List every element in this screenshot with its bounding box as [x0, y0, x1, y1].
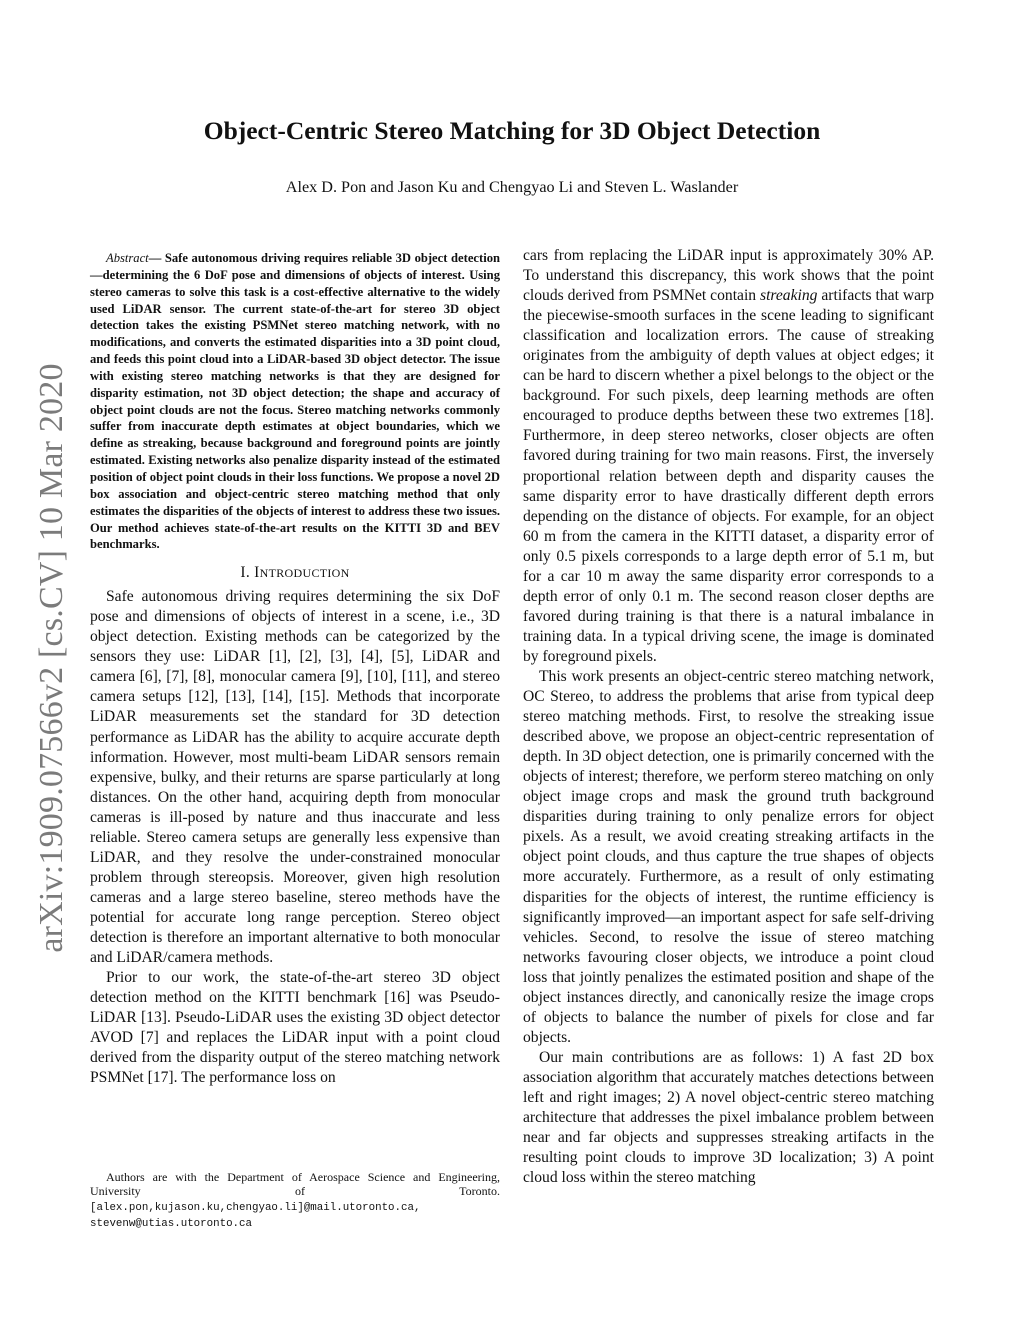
- abstract-label: Abstract: [106, 251, 149, 265]
- section-heading-introduction: [90, 564, 500, 582]
- right-paragraph-1: [523, 246, 934, 667]
- right-paragraph-3: Our main contributions are as follows: 1) A fast 2D box association algorithm that accurately matches detections between left and right images; 2) A novel object-centric stereo matching architecture that addresses the pixel imbalance problem between near and far objects and suppresses streaking artifacts in the resulting point clouds to improve 3D localization; 3) A point cloud loss within the stereo matching: [523, 1048, 934, 1187]
- right-paragraph-2: This work presents an object-centric stereo matching network, OC Stereo, to address the problems that arise from typical deep stereo matching methods. First, to resolve the streaking issue described above, we propose an object-centric representation of depth. In 3D object detection, one is primarily concerned with the objects of interest; therefore, we perform stereo matching on only object image crops and mask the ground truth background disparities during training to only penalize errors for object pixels. As a result, we avoid creating streaking artifacts in the object point clouds, and thus capture the true shapes of objects more accurately. Furthermore, as a result of only estimating disparities for the objects of interest, the runtime efficiency is significantly improved—an important aspect for safe self-driving vehicles. Second, to resolve the issue of stereo matching networks favouring closer objects, we introduce a point cloud loss that jointly penalizes the estimated position and shape of the object instances directly, and canonically resize the image crops of objects to balance the number of pixels for close and far objects.: [523, 667, 934, 1046]
- arxiv-identifier: arXiv:1909.07566v2 [cs.CV] 10 Mar 2020: [33, 363, 70, 953]
- right-paragraph-1-start: cars from replacing the LiDAR input is approximately 30% AP. To understand this discrepancy, this work shows that the point clouds derived from PSMNet contain: [523, 247, 934, 305]
- author-list: Alex D. Pon and Jason Ku and Chengyao Li and Steven L. Waslander: [285, 178, 739, 196]
- intro-paragraph-2: Prior to our work, the state-of-the-art stereo 3D object detection method on the KITTI benchmark [16] was Pseudo-LiDAR [13]. Pseudo-LiDAR uses the existing 3D object detector AVOD [7] and replaces the LiDAR input with a point cloud derived from the disparity output of the stereo matching network PSMNet [17]. The performance loss on: [90, 969, 500, 1087]
- intro-paragraph-1: Safe autonomous driving requires determining the six DoF pose and dimensions of objects of interest in a scene, i.e., 3D object detection. Existing methods can be categorized by the sensors they use: LiDAR [1], [2], [3], [4], [5], LiDAR and camera [6], [7], [8], monocular camera [9], [10], [11], and stereo camera setups [12], [13], [14], [15]. Methods that incorporate LiDAR measurements set the standard for 3D detection performance as LiDAR has the ability to acquire accurate depth information. However, most multi-beam LiDAR sensors remain expensive, bulky, and their returns are sparse particularly at long distances. On the other hand, acquiring depth from monocular cameras is ill-posed by nature and thus inaccurate and less reliable. Stereo camera setups are generally less expensive than LiDAR, and they resolve the under-constrained monocular problem through stereopsis. Moreover, given high resolution cameras and a large stereo baseline, stereo methods have the potential for accurate long range perception. Stereo object detection is therefore an important alternative to both monocular and LiDAR/camera methods.: [90, 588, 500, 967]
- left-column: [90, 250, 500, 1088]
- footnote-text: Authors are with the Department of Aerospace Science and Engineering, University of Toronto.: [90, 1170, 500, 1199]
- abstract: [90, 250, 500, 553]
- right-paragraph-1-end: artifacts that warp the piecewise-smooth surfaces in the scene leading to significant classification and localization errors. The cause of streaking originates from the ambiguity of depth values at object edges; it can be hard to discern whether a pixel belongs to the object or the background. For such pixels, deep learning methods are often encouraged to produce depths between these two extremes [18]. Furthermore, in deep stereo networks, closer objects are often favored during training for two main reasons. First, the inversely proportional relation between depth and disparity causes the same disparity error to have drastically different depth errors depending on the distance of objects. For example, for an object 60 m from the camera in the KITTI dataset, a disparity error of only 0.5 pixels corresponds to a large depth error of 5.1 m, but for a car 10 m away the same disparity error corresponds to a depth error of only 0.1 m. The second reason closer depths are favored during training is that there is a natural imbalance in training data. In a typical driving scene, the image is dominated by foreground pixels.: [523, 287, 934, 665]
- abstract-text: — Safe autonomous driving requires reliable 3D object detection—determining the 6 DoF pose and dimensions of objects of interest. Using stereo cameras to solve this task is a cost-effective alternative to the widely used LiDAR sensor. The current state-of-the-art for stereo 3D object detection takes the existing PSMNet stereo matching network, with no modifications, and converts the estimated disparities into a 3D point cloud, and feeds this point cloud into a LiDAR-based 3D object detector. The issue with existing stereo matching networks is that they are designed for disparity estimation, not 3D object detection; the shape and accuracy of object point clouds are not the focus. Stereo matching networks commonly suffer from inaccurate depth estimates at object boundaries, which we define as streaking, because background and foreground points are jointly estimated. Existing networks also penalize disparity instead of the estimated position of object point clouds in their loss functions. We propose a novel 2D box association and object-centric stereo matching method that only estimates the disparities of the objects of interest to address these two issues. Our method achieves state-of-the-art results on the KITTI 3D and BEV benchmarks.: [90, 251, 500, 552]
- section-name: NTRODUCTION: [259, 566, 350, 581]
- paper-title: Object-Centric Stereo Matching for 3D Object Detection: [203, 116, 821, 145]
- author-affiliation-footnote: [90, 1170, 500, 1232]
- footnote-emails: [alex.pon,kujason.ku,chengyao.li]@mail.utoronto.ca, stevenw@utias.utoronto.ca: [90, 1201, 421, 1231]
- emphasis-streaking: streaking: [760, 287, 818, 305]
- right-column: [523, 246, 934, 1188]
- section-numeral: I. I: [240, 564, 260, 582]
